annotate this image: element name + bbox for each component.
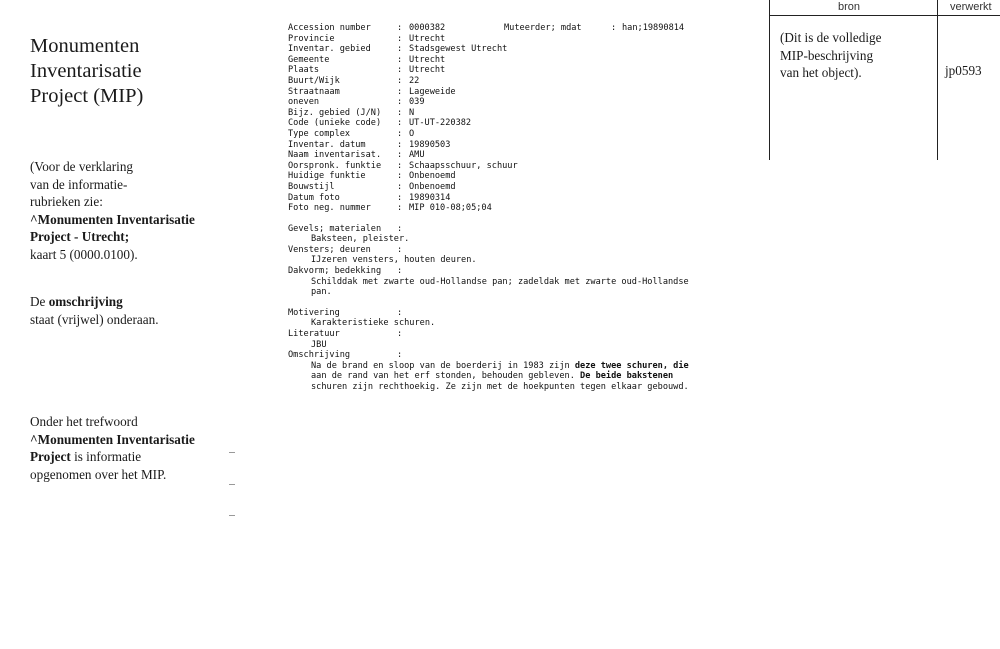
note-line: van het object). bbox=[780, 65, 862, 80]
source-note bbox=[780, 29, 930, 82]
field-row bbox=[288, 87, 758, 98]
description-line bbox=[288, 371, 758, 382]
section-text: IJzeren vensters, houten deuren. bbox=[311, 255, 477, 266]
field-row bbox=[288, 108, 758, 119]
muteerder-label: Muteerder; mdat bbox=[504, 23, 582, 33]
field-label: oneven bbox=[288, 97, 320, 108]
field-value: MIP 010-08;05;04 bbox=[409, 203, 492, 214]
note-line: MIP-beschrijving bbox=[780, 47, 874, 63]
note-line: staat (vrijwel) onderaan. bbox=[30, 311, 159, 327]
field-label: Oorspronk. funktie bbox=[288, 160, 382, 171]
field-colon: : bbox=[397, 75, 403, 86]
section-colon: : bbox=[397, 266, 403, 277]
field-colon: : bbox=[397, 44, 403, 55]
note-line bbox=[30, 293, 230, 311]
field-value: 22 bbox=[409, 75, 420, 86]
field-colon: : bbox=[397, 150, 403, 161]
field-row bbox=[288, 55, 758, 66]
section-label: Dakvorm; bedekking bbox=[288, 266, 382, 277]
field-row bbox=[288, 182, 758, 193]
keyword-note bbox=[30, 413, 230, 483]
note-line: Onder het trefwoord bbox=[30, 414, 138, 429]
field-colon: : bbox=[397, 203, 403, 214]
margin-mark bbox=[229, 484, 235, 485]
field-label: Provincie bbox=[288, 33, 335, 44]
section-colon: : bbox=[397, 244, 403, 255]
header-rule bbox=[769, 15, 1000, 16]
section-text: pan. bbox=[311, 287, 332, 298]
field-row bbox=[288, 34, 758, 45]
field-row bbox=[288, 171, 758, 182]
field-row bbox=[288, 203, 758, 214]
note-line: rubrieken zie: bbox=[30, 194, 103, 209]
title-line-3: Project (MIP) bbox=[30, 85, 144, 107]
field-row bbox=[288, 44, 758, 55]
description-text: aan de rand van het erf stonden, behouden gebleven. bbox=[311, 371, 581, 382]
description-text: Na de brand en sloop van de boerderij in 1983 zijn bbox=[311, 360, 575, 371]
section-text: Schilddak met zwarte oud-Hollandse pan; zadeldak met zwarte oud-Hollandse bbox=[311, 276, 689, 287]
field-value: Lageweide bbox=[409, 86, 456, 97]
field-value: 039 bbox=[409, 97, 425, 108]
section-text: Karakteristieke schuren. bbox=[311, 318, 436, 329]
field-colon: : bbox=[397, 128, 403, 139]
muteerder-value: han;19890814 bbox=[622, 23, 685, 33]
description-bold: De beide bakstenen bbox=[580, 371, 674, 382]
field-value: 19890503 bbox=[409, 139, 451, 150]
cross-reference-link-cont: Project - Utrecht; bbox=[30, 229, 130, 244]
field-row bbox=[288, 150, 758, 161]
field-label: Straatnaam bbox=[288, 86, 340, 97]
field-label: Gemeente bbox=[288, 54, 330, 65]
field-value: O bbox=[409, 128, 415, 139]
note-bold-line bbox=[30, 431, 230, 449]
note-text: De bbox=[30, 294, 49, 309]
field-colon: : bbox=[397, 107, 403, 118]
section-colon: : bbox=[397, 307, 403, 318]
field-label: Bijz. gebied (J/N) bbox=[288, 107, 382, 118]
field-row bbox=[288, 129, 758, 140]
field-label: Code (unieke code) bbox=[288, 118, 382, 129]
field-label: Bouwstijl bbox=[288, 181, 335, 192]
field-colon: : bbox=[397, 54, 403, 65]
field-value: Onbenoemd bbox=[409, 171, 456, 182]
title-line-1: Monumenten bbox=[30, 35, 140, 57]
note-bold: omschrijving bbox=[48, 294, 123, 309]
note-bold-line bbox=[30, 228, 230, 246]
page-title bbox=[30, 34, 220, 109]
section-literatuur bbox=[288, 329, 758, 350]
section-omschrijving bbox=[288, 350, 758, 392]
field-value: UT-UT-220382 bbox=[409, 118, 472, 129]
field-colon: : bbox=[397, 181, 403, 192]
field-row bbox=[288, 140, 758, 151]
margin-mark bbox=[229, 452, 235, 453]
field-colon: : bbox=[397, 171, 403, 182]
field-row bbox=[288, 65, 758, 76]
section-colon: : bbox=[397, 350, 403, 361]
field-label: Foto neg. nummer bbox=[288, 203, 371, 214]
section-vensters bbox=[288, 245, 758, 266]
note-line: (Dit is de volledige bbox=[780, 30, 882, 45]
field-value: Stadsgewest Utrecht bbox=[409, 44, 508, 55]
field-label: Naam inventarisat. bbox=[288, 150, 382, 161]
field-value: AMU bbox=[409, 150, 425, 161]
section-label: Vensters; deuren bbox=[288, 244, 371, 255]
section-dakvorm bbox=[288, 266, 758, 298]
note-line: van de informatie- bbox=[30, 176, 128, 192]
field-colon: : bbox=[397, 160, 403, 171]
field-colon: : bbox=[397, 118, 403, 129]
section-text: Baksteen, pleister. bbox=[311, 234, 410, 245]
info-reference-note bbox=[30, 158, 230, 263]
field-label: Inventar. datum bbox=[288, 139, 366, 150]
description-line: schuren zijn rechthoekig. Ze zijn met de hoekpunten tegen elkaar gebouwd. bbox=[311, 382, 689, 392]
section-motivering bbox=[288, 308, 758, 329]
field-value: Schaapsschuur, schuur bbox=[409, 160, 518, 171]
note-text: is informatie bbox=[70, 449, 142, 464]
field-value: Onbenoemd bbox=[409, 181, 456, 192]
field-label: Inventar. gebied bbox=[288, 44, 371, 55]
field-colon: : bbox=[397, 86, 403, 97]
field-value: N bbox=[409, 107, 415, 118]
note-line: kaart 5 (0000.0100). bbox=[30, 246, 138, 262]
field-colon: : bbox=[397, 33, 403, 44]
field-row bbox=[288, 76, 758, 87]
margin-mark bbox=[229, 515, 235, 516]
section-label: Gevels; materialen bbox=[288, 223, 382, 234]
field-value: Utrecht bbox=[409, 33, 446, 44]
field-label: Plaats bbox=[288, 65, 320, 76]
field-row bbox=[288, 193, 758, 204]
section-label: Omschrijving bbox=[288, 350, 351, 361]
cross-reference-link: ^Monumenten Inventarisatie bbox=[30, 211, 195, 227]
field-label: Buurt/Wijk bbox=[288, 75, 340, 86]
field-row bbox=[288, 97, 758, 108]
field-colon: : bbox=[397, 65, 403, 76]
box-border-left bbox=[769, 0, 770, 160]
field-label: Huidige funktie bbox=[288, 171, 366, 182]
section-label: Literatuur bbox=[288, 329, 340, 340]
section-label: Motivering bbox=[288, 307, 340, 318]
keyword-link: ^Monumenten Inventarisatie bbox=[30, 431, 195, 447]
field-colon: : bbox=[397, 23, 403, 33]
section-text: JBU bbox=[311, 339, 327, 350]
column-header-verwerkt: verwerkt bbox=[950, 1, 992, 13]
field-label: Datum foto bbox=[288, 192, 340, 203]
description-line bbox=[288, 361, 758, 372]
section-colon: : bbox=[397, 223, 403, 234]
field-row bbox=[288, 161, 758, 172]
field-value: 19890314 bbox=[409, 192, 451, 203]
note-line bbox=[30, 448, 230, 466]
field-colon: : bbox=[397, 97, 403, 108]
note-line: opgenomen over het MIP. bbox=[30, 466, 167, 482]
field-colon: : bbox=[397, 192, 403, 203]
field-row bbox=[288, 23, 758, 34]
title-line-2: Inventarisatie bbox=[30, 60, 142, 82]
column-header-bron: bron bbox=[838, 1, 861, 13]
field-value: Utrecht bbox=[409, 65, 446, 76]
field-row bbox=[288, 118, 758, 129]
field-value: Utrecht bbox=[409, 54, 446, 65]
box-border-divider bbox=[937, 0, 938, 160]
note-line: (Voor de verklaring bbox=[30, 159, 134, 174]
section-colon: : bbox=[397, 329, 403, 340]
section-gevels bbox=[288, 224, 758, 245]
note-bold-line bbox=[30, 211, 230, 229]
description-bold: deze twee schuren, die bbox=[574, 360, 689, 371]
description-location-note bbox=[30, 293, 230, 328]
record-card bbox=[288, 23, 758, 393]
field-label: Accession number bbox=[288, 23, 371, 33]
field-colon: : bbox=[611, 23, 617, 33]
processed-code: jp0593 bbox=[945, 63, 982, 78]
keyword-link-cont: Project bbox=[30, 449, 71, 464]
field-colon: : bbox=[397, 139, 403, 150]
field-label: Type complex bbox=[288, 128, 351, 139]
field-value: 0000382 bbox=[409, 23, 446, 33]
